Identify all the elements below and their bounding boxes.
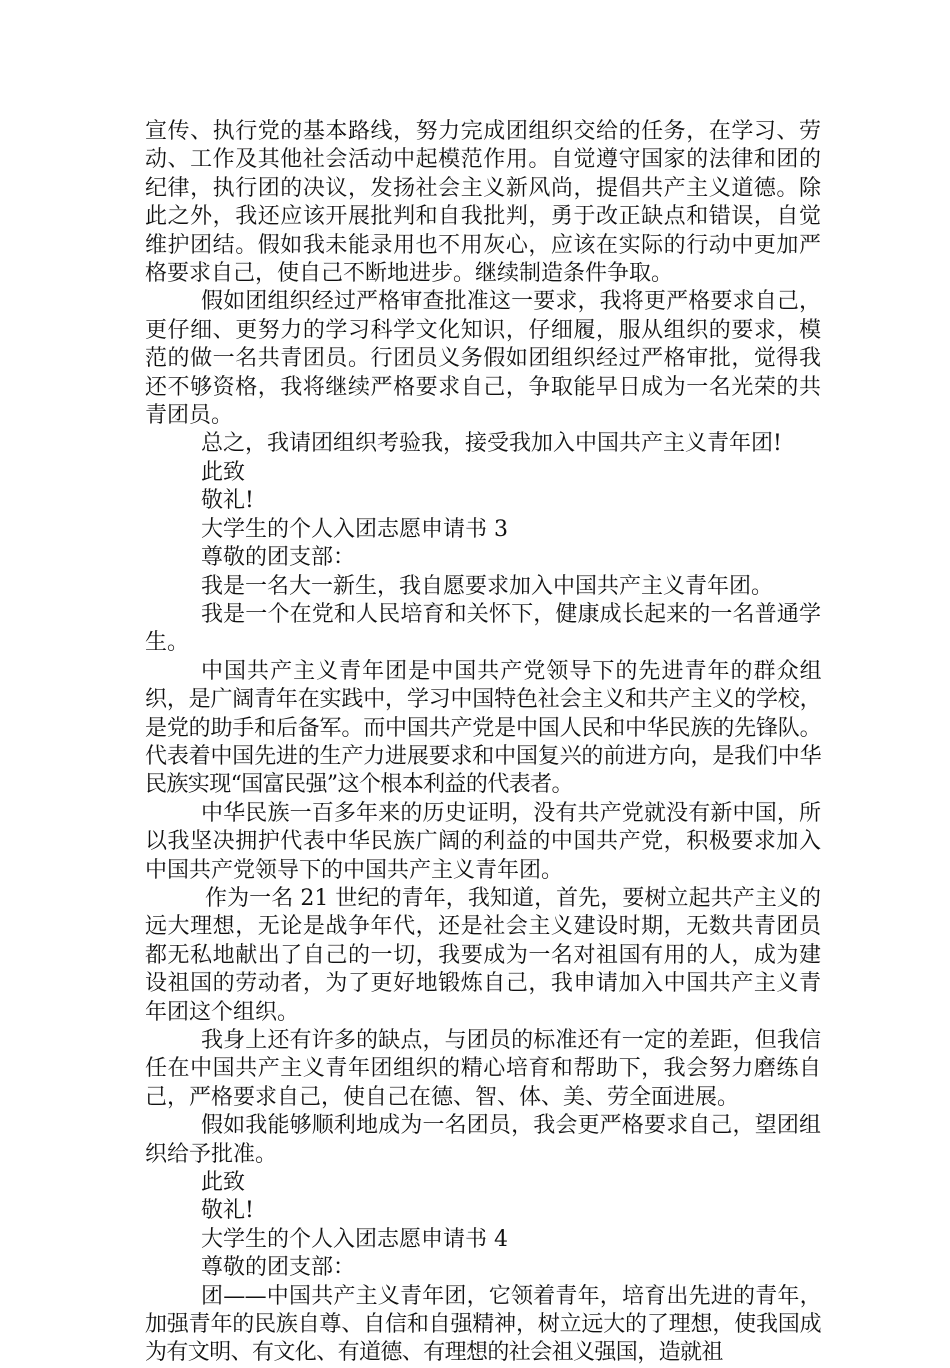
document-page <box>145 118 821 1368</box>
paragraph: 我是一个在党和人民培育和关怀下，健康成长起来的一名普通学生。 <box>145 601 821 656</box>
greeting: 尊敬的团支部： <box>201 545 356 571</box>
paragraph: 我身上还有许多的缺点，与团员的标准还有一定的差距，但我信任在中国共产主义青年团组织的精心培育和帮助下，我会努力磨练自己，严格要求自己，使自己在德、智、体、美、劳全面进展。 <box>145 1028 821 1110</box>
paragraph: 中国共产主义青年团是中国共产党领导下的先进青年的群众组织，是广阔青年在实践中，学习中国特色社会主义和共产主义的学校，是党的助手和后备军。而中国共产党是中国人民和中华民族的先锋队。代表着中国先进的生产力进展要求和中国复兴的前进方向，是我们中华民族实现“国富民强”这个根本利益的代表者。 <box>145 658 821 798</box>
paragraph: 假如团组织经过严格审查批准这一要求，我将更严格要求自己，更仔细、更努力的学习科学文化知识，仔细履，服从组织的要求，模范的做一名共青团员。行团员义务假如团组织经过严格审批，觉得我还不够资格，我将继续严格要求自己，争取能早日成为一名光荣的共青团员。 <box>145 289 821 429</box>
closing-salutation: 此致 <box>201 1170 246 1196</box>
closing-salutation: 此致 <box>201 459 246 485</box>
paragraph: 团——中国共产主义青年团，它领着青年，培育出先进的青年，加强青年的民族自尊、自信和自强精神，树立远大的了理想，使我国成为有文明、有文化、有道德、有理想的社会祖义强国，造就祖 <box>145 1283 821 1366</box>
section-title: 大学生的个人入团志愿申请书 4 <box>201 1226 508 1252</box>
section-title: 大学生的个人入团志愿申请书 3 <box>201 516 508 542</box>
paragraph: 作为一名 21 世纪的青年，我知道，首先，要树立起共产主义的远大理想，无论是战争年代，还是社会主义建设时期，无数共青团员都无私地献出了自己的一切，我要成为一名对祖国有用的人，成为建设祖国的劳动者，为了更好地锻炼自己，我申请加入中国共产主义青年团这个组织。 <box>145 885 821 1025</box>
closing-regards: 敬礼! <box>201 488 254 514</box>
paragraph: 我是一名大一新生，我自愿要求加入中国共产主义青年团。 <box>201 573 774 599</box>
paragraph: 假如我能够顺利地成为一名团员，我会更严格要求自己，望团组织给予批准。 <box>145 1113 821 1167</box>
paragraph: 中华民族一百多年来的历史证明，没有共产党就没有新中国，所以我坚决拥护代表中华民族广阔的利益的中国共产党，积极要求加入中国共产党领导下的中国共产主义青年团。 <box>145 800 821 883</box>
closing-regards: 敬礼! <box>201 1198 254 1224</box>
paragraph-continuation: 宣传、执行党的基本路线，努力完成团组织交给的任务，在学习、劳动、工作及其他社会活动中起模范作用。自觉遵守国家的法律和团的纪律，执行团的决议，发扬社会主义新风尚，提倡共产主义道德。除此之外，我还应该开展批判和自我批判，勇于改正缺点和错误，自觉维护团结。假如我未能录用也不用灰心，应该在实际的行动中更加严格要求自己，使自己不断地进步。继续制造条件争取。 <box>145 119 821 287</box>
greeting: 尊敬的团支部： <box>201 1255 356 1281</box>
paragraph: 总之，我请团组织考验我，接受我加入中国共产主义青年团! <box>201 431 782 457</box>
